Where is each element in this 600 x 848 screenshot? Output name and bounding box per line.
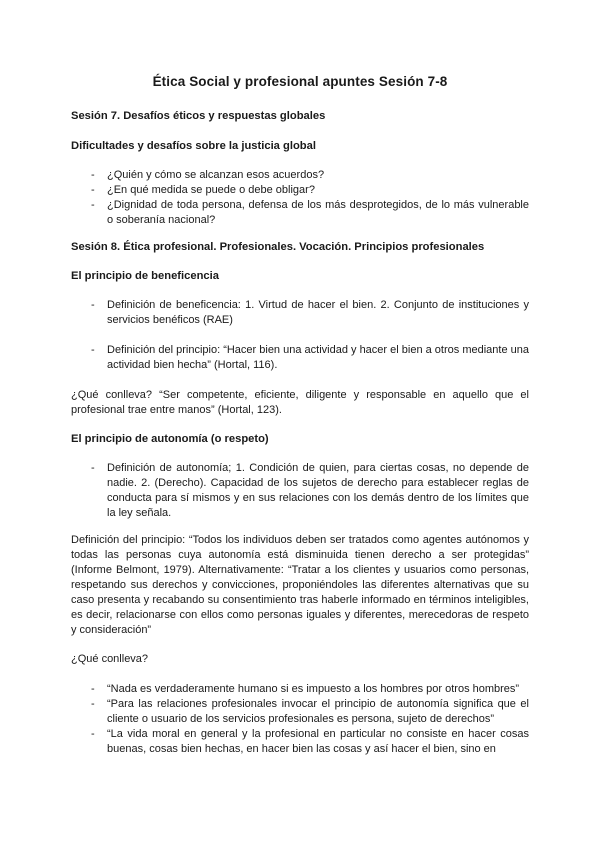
questions-list: [91, 168, 529, 228]
autonomy-principle-paragraph: Definición del principio: “Todos los individuos deben ser tratados como agentes autónomos y todas las personas cuya autonomía está disminuida tienen derecho a ser protegidas” (Informe Belmont, 1979). Alternativamente: “Tratar a los clientes y usuarios como personas, respetando sus derechos y convicciones, proponiéndoles las diferentes alternativas que su caso presenta y recabando su consentimiento tras haberle informado en términos inteligibles, es decir, relacionarse con ellos como personas iguales y diferentes, merecedoras de respeto y consideración”: [71, 534, 529, 636]
list-item: - Definición de beneficencia: 1. Virtud de hacer el bien. 2. Conjunto de instituciones y servicios benéficos (RAE): [91, 298, 529, 328]
document-title: Ética Social y profesional apuntes Sesión 7-8: [152, 74, 448, 89]
beneficence-heading: El principio de beneficencia: [71, 270, 219, 282]
list-item: - “La vida moral en general y la profesional en particular no consiste en hacer cosas buenas, cosas bien hechas, en hacer bien las cosas y así hacer el bien, sino en: [91, 727, 529, 757]
beneficence-list: [91, 298, 529, 388]
autonomy-implies-list: [91, 682, 529, 757]
autonomy-definition-list: [91, 461, 529, 521]
list-item: - Definición de autonomía; 1. Condición de quien, para ciertas cosas, no depende de nadie. 2. (Derecho). Capacidad de los sujetos de derecho para establecer reglas de conducta para sí mismos y en sus relaciones con los demás dentro de los límites que la ley señala.: [91, 461, 529, 521]
beneficence-implies-paragraph: ¿Qué conlleva? “Ser competente, eficiente, diligente y responsable en aquello que el profesional trae entre manos” (Hortal, 123).: [71, 389, 529, 416]
list-item: - “Para las relaciones profesionales invocar el principio de autonomía significa que el cliente o usuario de los servicios profesionales es persona, sujeto de derechos”: [91, 697, 529, 727]
list-item: - ¿Dignidad de toda persona, defensa de los más desprotegidos, de lo más vulnerable o soberanía nacional?: [91, 198, 529, 228]
list-item: - “Nada es verdaderamente humano si es impuesto a los hombres por otros hombres”: [91, 682, 529, 697]
list-item: - ¿Quién y cómo se alcanzan esos acuerdos?: [91, 168, 529, 183]
autonomy-heading: El principio de autonomía (o respeto): [71, 433, 269, 445]
section-8-heading: Sesión 8. Ética profesional. Profesionales. Vocación. Principios profesionales: [71, 241, 485, 253]
list-item: - ¿En qué medida se puede o debe obligar?: [91, 183, 529, 198]
list-item: - Definición del principio: “Hacer bien una actividad y hacer el bien a otros mediante una actividad bien hecha” (Hortal, 116).: [91, 343, 529, 373]
autonomy-implies-label: ¿Qué conlleva?: [71, 653, 149, 665]
section-7-heading: Sesión 7. Desafíos éticos y respuestas globales: [71, 110, 326, 122]
global-justice-heading: Dificultades y desafíos sobre la justicia global: [71, 140, 316, 152]
